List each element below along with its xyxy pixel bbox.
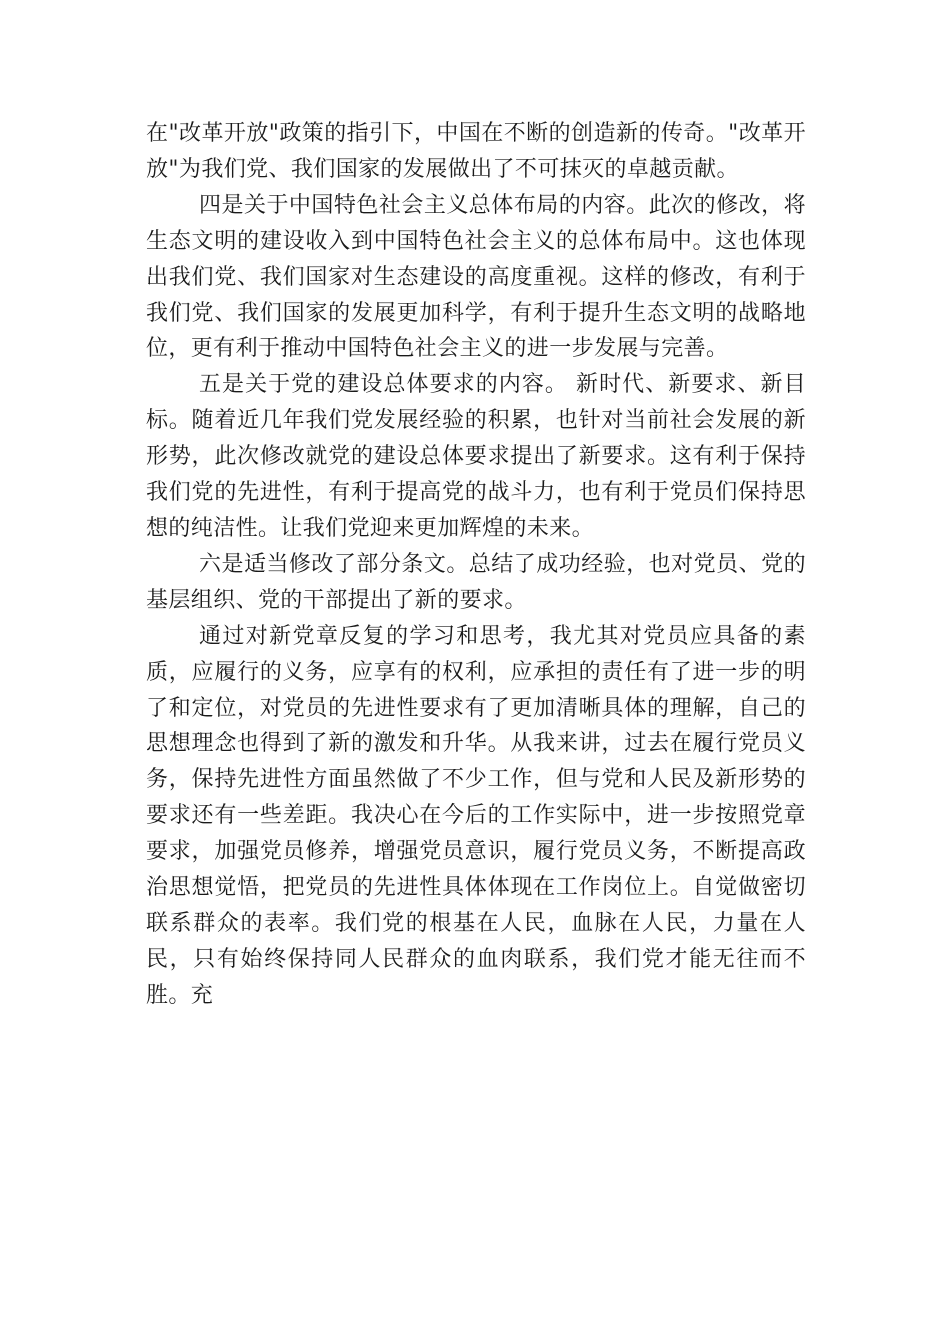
- paragraph-reflection: 通过对新党章反复的学习和思考，我尤其对党员应具备的素质，应履行的义务，应享有的权利，应承担的责任有了进一步的明了和定位，对党员的先进性要求有了更加清晰具体的理解，自己的思想理念也得到了新的激发和升华。从我来讲，过去在履行党员义务，保持先进性方面虽然做了不少工作，但与党和人民及新形势的要求还有一些差距。我决心在今后的工作实际中，进一步按照党章要求，加强党员修养，增强党员意识，履行党员义务，不断提高政治思想觉悟，把党员的先进性具体体现在工作岗位上。自觉做密切联系群众的表率。我们党的根基在人民，血脉在人民，力量在人民，只有始终保持同人民群众的血肉联系，我们党才能无往而不胜。充: [146, 623, 806, 1008]
- paragraph-point-six: 六是适当修改了部分条文。总结了成功经验，也对党员、党的基层组织、党的干部提出了新的要求。: [146, 551, 806, 613]
- paragraph-continued: 在"改革开放"政策的指引下，中国在不断的创造新的传奇。"改革开放"为我们党、我们国家的发展做出了不可抹灭的卓越贡献。: [146, 121, 806, 182]
- document-body: [146, 116, 806, 1014]
- paragraph-point-five: 五是关于党的建设总体要求的内容。 新时代、新要求、新目标。随着近几年我们党发展经验的积累，也针对当前社会发展的新形势，此次修改就党的建设总体要求提出了新要求。这有利于保持我们党的先进性，有利于提高党的战斗力，也有利于党员们保持思想的纯洁性。让我们党迎来更加辉煌的未来。: [146, 372, 806, 541]
- paragraph-point-four: 四是关于中国特色社会主义总体布局的内容。此次的修改，将生态文明的建设收入到中国特色社会主义的总体布局中。这也体现出我们党、我们国家对生态建设的高度重视。这样的修改，有利于我们党、我们国家的发展更加科学，有利于提升生态文明的战略地位，更有利于推动中国特色社会主义的进一步发展与完善。: [146, 192, 806, 362]
